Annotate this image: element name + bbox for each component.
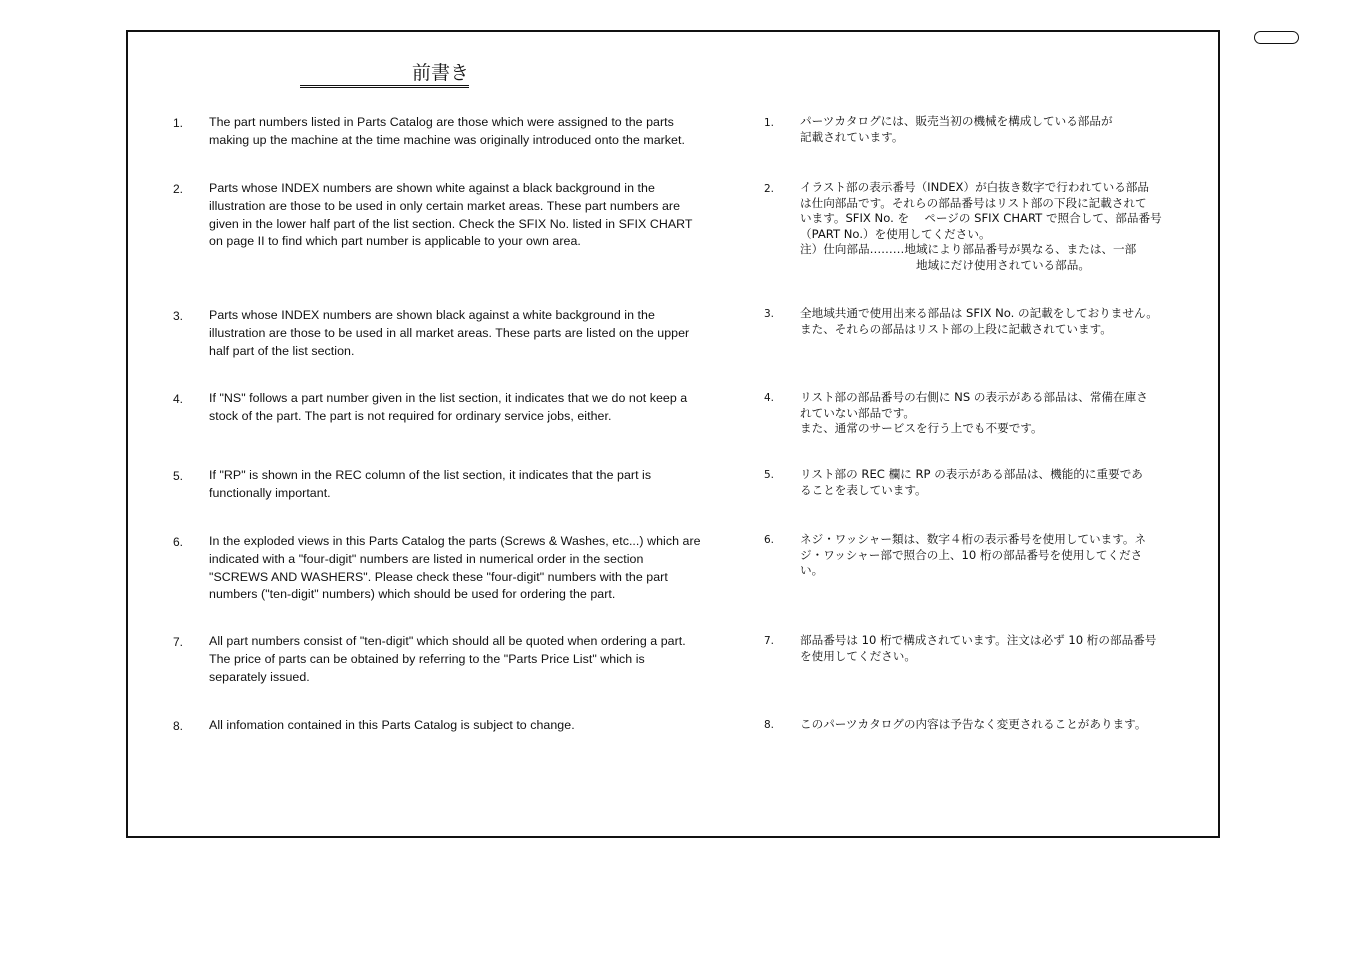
text-line: （PART No.）を使用してください。 bbox=[800, 226, 991, 241]
text-line: on page II to find which part number is applicable to your own area. bbox=[209, 234, 581, 249]
text-line: ジ・ワッシャー部で照合の上、10 桁の部品番号を使用してくださ bbox=[800, 547, 1143, 562]
text-line: indicated with a "four-digit" numbers are listed in numerical order in the section bbox=[209, 551, 644, 566]
text-line: The part numbers listed in Parts Catalog are those which were assigned to the parts bbox=[209, 115, 674, 129]
item-number-en: 6. bbox=[173, 535, 184, 549]
item-text-jp bbox=[800, 717, 1195, 733]
text-line: ることを表しています。 bbox=[800, 482, 927, 497]
text-line: given in the lower half part of the list section. Check the SFIX No. listed in SFIX CHART bbox=[209, 216, 693, 231]
item-number-jp: 7. bbox=[764, 635, 775, 647]
item-number-en: 5. bbox=[173, 469, 184, 483]
item-number-en: 3. bbox=[173, 309, 184, 323]
text-line: を使用してください。 bbox=[800, 648, 916, 663]
item-number-jp: 2. bbox=[764, 183, 775, 195]
text-line: Parts whose INDEX numbers are shown white against a black background in the bbox=[209, 181, 655, 195]
text-line: All part numbers consist of "ten-digit" which should all be quoted when ordering a part. bbox=[209, 634, 686, 648]
text-line: 部品番号は 10 桁で構成されています。注文は必ず 10 桁の部品番号 bbox=[800, 633, 1157, 647]
item-text-en bbox=[209, 717, 747, 735]
item-text-jp bbox=[800, 467, 1195, 498]
item-number-en: 8. bbox=[173, 719, 184, 733]
item-text-jp bbox=[800, 633, 1195, 664]
item-number-jp: 8. bbox=[764, 719, 775, 731]
text-line: 地域にだけ使用されている部品。 bbox=[916, 257, 1090, 272]
text-line: パーツカタログには、販売当初の機械を構成している部品が bbox=[800, 114, 1113, 128]
text-line: イラスト部の表示番号（INDEX）が白抜き数字で行われている部品 bbox=[800, 180, 1149, 194]
text-line: illustration are those to be used in all market areas. These parts are listed on the upper bbox=[209, 325, 690, 340]
item-text-en bbox=[209, 390, 747, 426]
text-line: If "RP" is shown in the REC column of the list section, it indicates that the part is bbox=[209, 468, 652, 482]
text-line: います。SFIX No. を ページの SFIX CHART で照合して、部品番号 bbox=[800, 211, 1162, 225]
text-line: separately issued. bbox=[209, 669, 310, 684]
item-number-jp: 3. bbox=[764, 308, 775, 320]
text-line: making up the machine at the time machine was originally introduced onto the market. bbox=[209, 132, 685, 147]
text-line: れていない部品です。 bbox=[800, 405, 916, 420]
text-line: また、それらの部品はリスト部の上段に記載されています。 bbox=[800, 321, 1112, 336]
item-text-en bbox=[209, 533, 747, 604]
text-line: If "NS" follows a part number given in the list section, it indicates that we do not keep a bbox=[209, 391, 688, 405]
text-line: ネジ・ワッシャー類は、数字４桁の表示番号を使用しています。ネ bbox=[800, 532, 1147, 546]
text-line: い。 bbox=[800, 563, 824, 577]
text-line: 注）仕向部品………地域により部品番号が異なる、または、一部 bbox=[800, 242, 1137, 256]
item-number-jp: 4. bbox=[764, 392, 775, 404]
corner-tab bbox=[1254, 31, 1299, 44]
item-text-en bbox=[209, 633, 747, 686]
text-line: リスト部の部品番号の右側に NS の表示がある部品は、常備在庫さ bbox=[800, 390, 1148, 404]
item-number-jp: 1. bbox=[764, 117, 775, 129]
item-number-en: 7. bbox=[173, 635, 184, 649]
item-number-en: 1. bbox=[173, 116, 184, 130]
text-line: illustration are those to be used in only certain market areas. These part numbers are bbox=[209, 198, 681, 213]
text-line: stock of the part. The part is not required for ordinary service jobs, either. bbox=[209, 408, 612, 423]
text-line: は仕向部品です。それらの部品番号はリスト部の下段に記載されて bbox=[800, 195, 1147, 210]
item-text-en bbox=[209, 467, 747, 503]
item-text-jp bbox=[800, 532, 1195, 579]
item-text-en bbox=[209, 307, 747, 360]
text-line: 記載されています。 bbox=[800, 129, 904, 144]
text-line: half part of the list section. bbox=[209, 343, 355, 358]
item-text-jp bbox=[800, 390, 1195, 437]
item-number-en: 4. bbox=[173, 392, 184, 406]
text-line: functionally important. bbox=[209, 485, 331, 500]
item-text-jp bbox=[800, 306, 1195, 337]
text-line: 全地域共通で使用出来る部品は SFIX No. の記載をしておりません。 bbox=[800, 306, 1158, 320]
item-number-en: 2. bbox=[173, 182, 184, 196]
item-text-jp bbox=[800, 180, 1195, 273]
text-line: The price of parts can be obtained by referring to the "Parts Price List" which is bbox=[209, 651, 645, 666]
item-text-jp bbox=[800, 114, 1195, 145]
item-number-jp: 6. bbox=[764, 534, 775, 546]
item-number-jp: 5. bbox=[764, 469, 775, 481]
text-line: また、通常のサービスを行う上でも不要です。 bbox=[800, 421, 1043, 435]
text-line: リスト部の REC 欄に RP の表示がある部品は、機能的に重要であ bbox=[800, 467, 1143, 481]
item-text-en bbox=[209, 114, 747, 150]
text-line: このパーツカタログの内容は予告なく変更されることがあります。 bbox=[800, 717, 1147, 731]
item-text-en bbox=[209, 180, 747, 251]
text-line: Parts whose INDEX numbers are shown black against a white background in the bbox=[209, 308, 655, 322]
text-line: All infomation contained in this Parts Catalog is subject to change. bbox=[209, 718, 575, 732]
page-title: 前書き bbox=[300, 60, 469, 88]
text-line: "SCREWS AND WASHERS". Please check these "four-digit" numbers with the part bbox=[209, 569, 668, 584]
text-line: In the exploded views in this Parts Catalog the parts (Screws & Washes, etc...) which are bbox=[209, 534, 701, 548]
text-line: numbers ("ten-digit" numbers) which should be used for ordering the part. bbox=[209, 587, 616, 602]
